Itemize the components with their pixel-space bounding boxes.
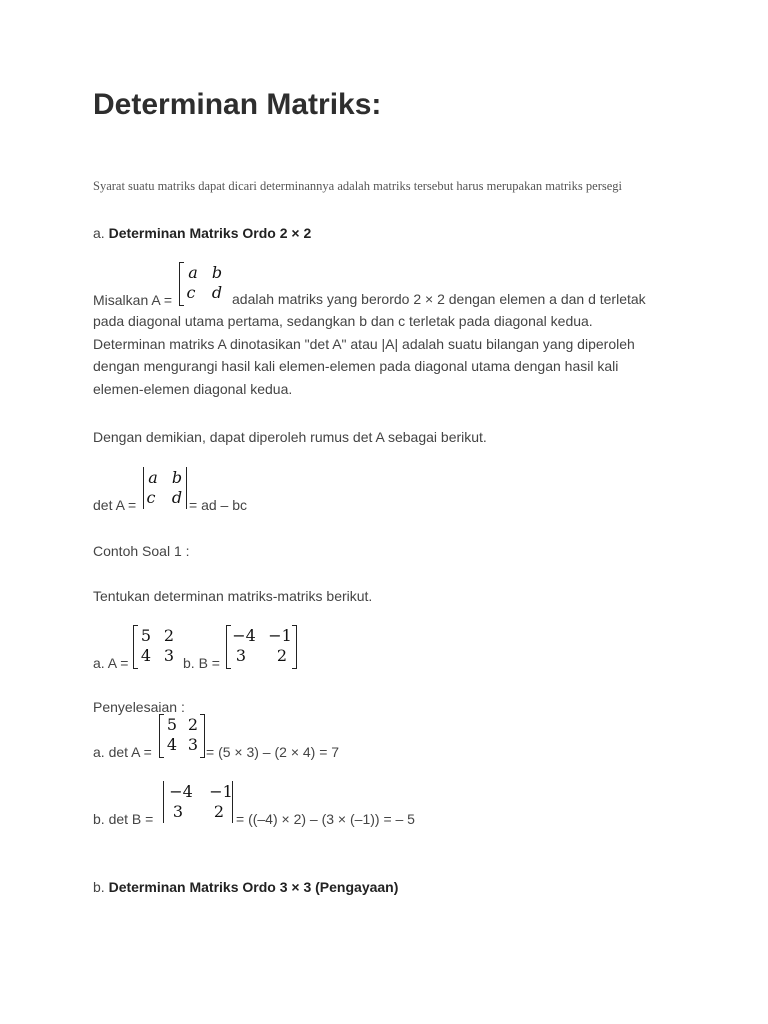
matrix-cell: a (188, 263, 198, 282)
matrix-cell: −4 (169, 782, 193, 801)
det-a-matrix (159, 714, 205, 758)
det-b-result: = ((–4) × 2) – (3 × (–1)) = – 5 (236, 811, 415, 827)
matrix-cell: 2 (276, 646, 288, 665)
paragraph-line-first (232, 288, 646, 311)
det-generic (142, 467, 188, 511)
misalkan-label: Misalkan A = (93, 292, 172, 308)
matrix-cell: −4 (232, 626, 256, 645)
matrix-cell: c (146, 488, 156, 507)
matrix-b (226, 625, 298, 669)
matrix-cell: d (171, 488, 183, 507)
paragraph-line: adalah matriks yang berordo 2 × 2 dengan elemen a dan d terletak (232, 291, 646, 307)
right-bracket (200, 714, 205, 758)
penyelesaian: Penyelesaian : (93, 699, 185, 715)
section-b-heading (93, 879, 398, 895)
det-b-matrix (160, 781, 232, 825)
matrix-cell: 4 (166, 735, 178, 754)
section-a-title: Determinan Matriks Ordo 2 × 2 (108, 225, 312, 241)
a-label: a. A = (93, 655, 129, 671)
page-title: Determinan Matriks: (93, 88, 382, 121)
right-bracket (292, 625, 297, 669)
section-a-prefix: a. (93, 225, 109, 241)
matrix-a-generic (179, 262, 229, 306)
det-b-label: b. det B = (93, 811, 154, 827)
matrix-cell: 2 (187, 715, 199, 734)
matrix-cell: −1 (268, 626, 292, 645)
matrix-cell: d (211, 283, 223, 302)
section-b-title: Determinan Matriks Ordo 3 × 3 (Pengayaan) (108, 879, 399, 895)
b-label: b. B = (183, 655, 220, 671)
det-a-result: = (5 × 3) – (2 × 4) = 7 (206, 744, 340, 760)
paragraph-line: dengan mengurangi hasil kali elemen-elemen pada diagonal utama dengan hasil kali (93, 358, 619, 374)
section-b-prefix: b. (93, 879, 109, 895)
matrix-cell: 5 (140, 626, 152, 645)
section-a-heading (93, 225, 311, 241)
det-formula-result: = ad – bc (189, 497, 247, 513)
matrix-a (133, 625, 181, 669)
det-bar-right (232, 781, 233, 823)
paragraph-line: elemen-elemen diagonal kedua. (93, 380, 293, 397)
det-bar-right (186, 467, 187, 509)
matrix-cell: a (148, 468, 158, 487)
matrix-cell: 4 (140, 646, 152, 665)
matrix-cell: 2 (213, 802, 225, 821)
tentukan-text: Tentukan determinan matriks-matriks berikut. (93, 588, 373, 604)
intro-text: Syarat suatu matriks dapat dicari determinannya adalah matriks tersebut harus merupakan matriks persegi (93, 179, 622, 193)
matrix-cell: 3 (235, 646, 247, 665)
paragraph-line: pada diagonal utama pertama, sedangkan b dan c terletak pada diagonal kedua. (93, 313, 593, 329)
matrix-cell: b (171, 468, 183, 487)
contoh-soal: Contoh Soal 1 : (93, 543, 190, 559)
det-bar-left (163, 781, 164, 823)
matrix-cell: 3 (172, 802, 184, 821)
matrix-cell: 2 (163, 626, 175, 645)
det-a-label: a. det A = (93, 744, 152, 760)
rumus-intro: Dengan demikian, dapat diperoleh rumus det A sebagai berikut. (93, 429, 487, 445)
matrix-cell: b (211, 263, 223, 282)
matrix-cell: 3 (163, 646, 175, 665)
paragraph-rest (93, 310, 635, 400)
matrix-cell: −1 (209, 782, 233, 801)
paragraph-line: Determinan matriks A dinotasikan "det A" atau |A| adalah suatu bilangan yang diperoleh (93, 335, 635, 352)
det-label: det A = (93, 497, 137, 513)
matrix-cell: c (186, 283, 196, 302)
matrix-cell: 5 (166, 715, 178, 734)
matrix-cell: 3 (187, 735, 199, 754)
